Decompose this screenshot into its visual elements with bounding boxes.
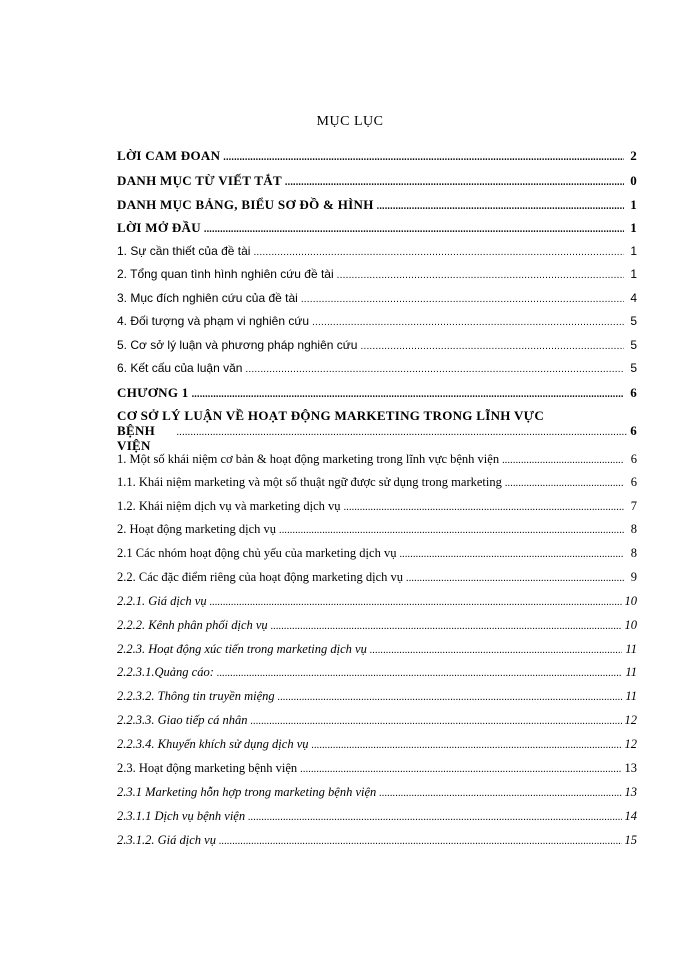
toc-entry-text: LỜI MỞ ĐẦU xyxy=(117,220,201,235)
toc-leader xyxy=(217,666,623,681)
toc-page-number: 6 xyxy=(630,452,637,466)
toc-page-number: 5 xyxy=(630,338,637,352)
toc-leader xyxy=(176,425,627,440)
toc-entry[interactable] xyxy=(117,594,637,610)
toc-leader xyxy=(360,339,624,354)
toc-entry-text: 6. Kết cấu của luận văn xyxy=(117,361,243,375)
toc-leader xyxy=(248,810,621,825)
toc-entry-text: 2.3.1 Marketing hỗn hợp trong marketing bệnh viện xyxy=(117,785,377,799)
toc-leader xyxy=(285,175,624,190)
toc-page-number: 13 xyxy=(624,761,637,775)
toc-page-number: 11 xyxy=(625,665,637,679)
toc-entry-text: 1. Một số khái niệm cơ bản & hoạt động marketing trong lĩnh vực bệnh viện xyxy=(117,452,500,466)
toc-entry-text: 2.2.3.1.Quảng cáo: xyxy=(117,665,214,679)
toc-entry-text: 2.2.3.4. Khuyến khích sử dụng dịch vụ xyxy=(117,737,309,751)
toc-entry-text: 2. Hoạt động marketing dịch vụ xyxy=(117,522,276,536)
toc-entry[interactable] xyxy=(117,642,637,658)
toc-leader xyxy=(505,476,624,491)
toc-entry-text-line1: CƠ SỞ LÝ LUẬN VỀ HOẠT ĐỘNG MARKETING TRONG LĨNH VỰC xyxy=(117,408,545,423)
toc-leader xyxy=(204,222,624,237)
toc-page-number: 11 xyxy=(625,642,637,656)
toc-entry[interactable] xyxy=(117,244,637,260)
toc-entry-text: 2.2.3.2. Thông tin truyền miệng xyxy=(117,689,275,703)
toc-entry[interactable] xyxy=(117,570,637,586)
toc-leader xyxy=(210,595,622,610)
toc-page-number: 5 xyxy=(630,314,637,328)
toc-entry[interactable] xyxy=(117,499,637,515)
toc-entry-chapter[interactable] xyxy=(117,385,637,402)
toc-entry-text-line2: BỆNH VIỆN xyxy=(117,423,156,453)
toc-entry-text: CHƯƠNG 1 xyxy=(117,385,189,400)
toc-leader xyxy=(312,315,624,330)
toc-entry-text: 1.1. Khái niệm marketing và một số thuật ngữ được sử dụng trong marketing xyxy=(117,475,502,489)
toc-page-number: 14 xyxy=(624,809,637,823)
toc-entry[interactable] xyxy=(117,291,637,307)
toc-entry[interactable] xyxy=(117,833,637,849)
toc-page-number: 6 xyxy=(630,385,637,400)
toc-entry[interactable] xyxy=(117,713,637,729)
toc-entry[interactable] xyxy=(117,761,637,777)
toc-entry[interactable] xyxy=(117,785,637,801)
toc-page-number: 11 xyxy=(625,689,637,703)
toc-entry-text: 2.3. Hoạt động marketing bệnh viện xyxy=(117,761,298,775)
toc-leader xyxy=(279,523,624,538)
toc-page-number: 10 xyxy=(624,618,637,632)
toc-page-number: 13 xyxy=(624,785,637,799)
toc-leader xyxy=(301,292,624,307)
toc-leader xyxy=(223,150,624,165)
toc-entry-text: 2.2.3. Hoạt động xúc tiến trong marketing dịch vụ xyxy=(117,642,367,656)
toc-entry[interactable] xyxy=(117,148,637,165)
toc-leader xyxy=(271,619,622,634)
toc-page-number: 1 xyxy=(630,244,637,258)
toc-leader xyxy=(192,387,624,402)
toc-page-number: 6 xyxy=(630,475,637,489)
toc-entry[interactable] xyxy=(117,361,637,377)
toc-entry-text: 4. Đối tượng và phạm vi nghiên cứu xyxy=(117,314,310,328)
toc-leader xyxy=(300,762,621,777)
toc-entry[interactable] xyxy=(117,314,637,330)
toc-leader xyxy=(370,643,623,658)
toc-entry[interactable] xyxy=(117,338,637,354)
toc-page-number: 1 xyxy=(630,220,637,235)
toc-page-number: 1 xyxy=(630,197,637,212)
toc-leader xyxy=(278,690,623,705)
toc-leader xyxy=(312,738,622,753)
toc-leader xyxy=(219,834,622,849)
toc-page-number: 8 xyxy=(630,522,637,536)
toc-entry-text: 2.3.1.2. Giá dịch vụ xyxy=(117,833,216,847)
toc-page-number: 10 xyxy=(624,594,637,608)
toc-entry-text: DANH MỤC BẢNG, BIỂU SƠ ĐỒ & HÌNH xyxy=(117,197,374,212)
toc-entry[interactable] xyxy=(117,665,637,681)
toc-entry[interactable] xyxy=(117,618,637,634)
toc-page-number: 0 xyxy=(630,173,637,188)
toc-entry-text: 3. Mục đích nghiên cứu của đề tài xyxy=(117,291,298,305)
toc-entry-text: DANH MỤC TỪ VIẾT TẮT xyxy=(117,173,282,188)
toc-entry[interactable] xyxy=(117,475,637,491)
toc-entry-text: 2.2.3.3. Giao tiếp cá nhân xyxy=(117,713,248,727)
toc-entry[interactable] xyxy=(117,689,637,705)
toc-page-number: 4 xyxy=(630,291,637,305)
toc-entry[interactable] xyxy=(117,173,637,190)
toc-entry[interactable] xyxy=(117,452,637,468)
toc-page-number: 15 xyxy=(624,833,637,847)
toc-entry-text: 1. Sự cần thiết của đề tài xyxy=(117,244,251,258)
toc-entry-text: 2.2.2. Kênh phân phối dịch vụ xyxy=(117,618,268,632)
toc-page-number: 2 xyxy=(630,148,637,163)
toc-page-number: 12 xyxy=(624,713,637,727)
toc-page-number: 8 xyxy=(630,546,637,560)
toc-page-number: 7 xyxy=(630,499,637,513)
toc-entry-text: 1.2. Khái niệm dịch vụ và marketing dịch vụ xyxy=(117,499,341,513)
toc-entry-text: 2.2. Các đặc điểm riêng của hoạt động marketing dịch vụ xyxy=(117,570,404,584)
toc-entry-text: 2.3.1.1 Dịch vụ bệnh viện xyxy=(117,809,246,823)
toc-leader xyxy=(344,500,624,515)
toc-page-number: 5 xyxy=(630,361,637,375)
page-title: MỤC LỤC xyxy=(316,114,384,129)
toc-entry-text: 5. Cơ sở lý luận và phương pháp nghiên cứu xyxy=(117,338,358,352)
toc-page-number: 6 xyxy=(630,423,637,438)
toc-entry[interactable] xyxy=(117,737,637,753)
toc-entry-text: LỜI CAM ĐOAN xyxy=(117,148,221,163)
toc-entry[interactable] xyxy=(117,546,637,562)
toc-entry[interactable] xyxy=(117,267,637,283)
toc-entry[interactable] xyxy=(117,197,637,214)
toc-leader xyxy=(337,268,624,283)
toc-page-number: 12 xyxy=(624,737,637,751)
toc-leader xyxy=(253,245,624,260)
toc-leader xyxy=(399,547,624,562)
toc-entry-text: 2.1 Các nhóm hoạt động chủ yếu của marketing dịch vụ xyxy=(117,546,397,560)
toc-entry-text: 2.2.1. Giá dịch vụ xyxy=(117,594,207,608)
toc-entry[interactable] xyxy=(117,809,637,825)
toc-entry-text: 2. Tổng quan tình hình nghiên cứu đề tài xyxy=(117,267,334,281)
toc-leader xyxy=(502,453,624,468)
toc-leader xyxy=(251,714,622,729)
toc-leader xyxy=(245,362,624,377)
toc-leader xyxy=(406,571,624,586)
toc-leader xyxy=(379,786,621,801)
toc-page-number: 1 xyxy=(630,267,637,281)
toc-page-number: 9 xyxy=(630,570,637,584)
toc-entry[interactable] xyxy=(117,522,637,538)
toc-entry-chapter-title[interactable] xyxy=(117,408,637,453)
toc-leader xyxy=(377,199,624,214)
toc-entry[interactable] xyxy=(117,220,637,237)
